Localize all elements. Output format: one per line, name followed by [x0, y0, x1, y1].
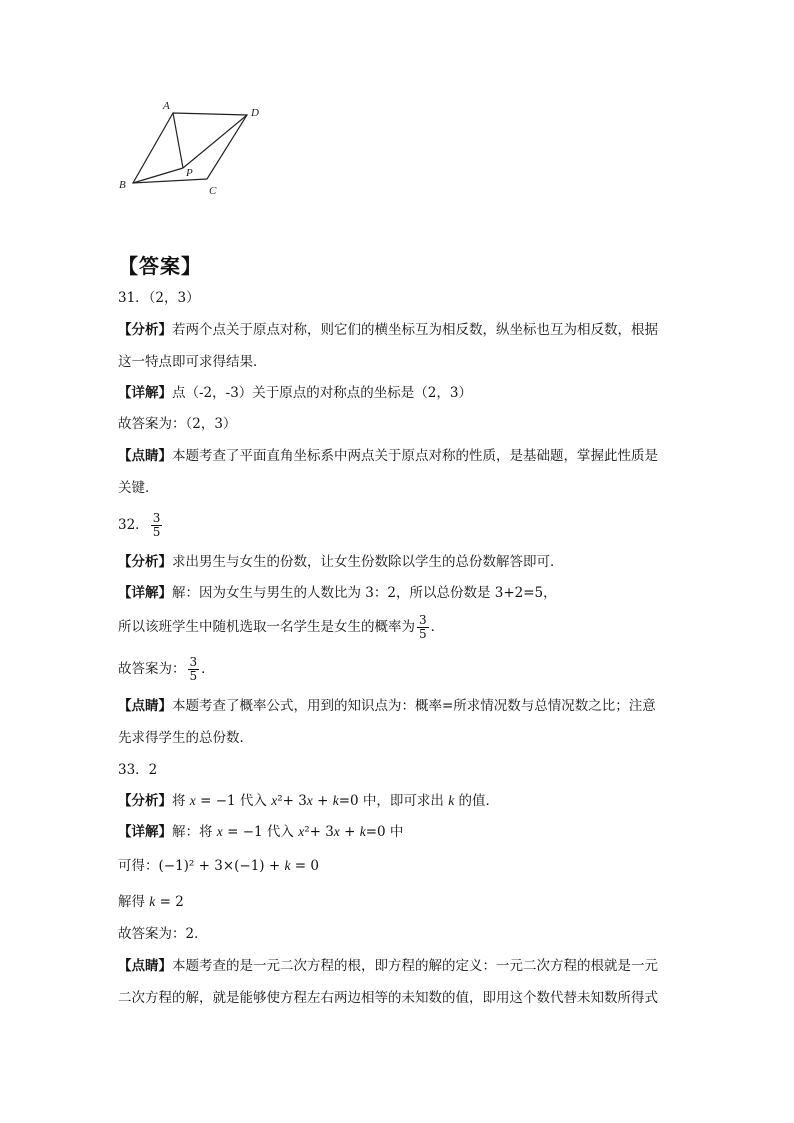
comment-tag: 【点睛】	[118, 448, 172, 464]
q31-detail	[118, 383, 472, 403]
q32-detail	[118, 583, 557, 603]
period: ．	[201, 661, 215, 677]
q32-analysis	[118, 552, 564, 572]
var-k: k	[359, 824, 366, 839]
var-x: x	[216, 824, 223, 839]
answer-heading: 【答案】	[118, 254, 202, 278]
q33-comment-text: 本题考查的是一元二次方程的根，即方程的解的定义：一元二次方程的根就是一元	[172, 958, 658, 974]
q32-detail-text-2: 所以该班学生中随机选取一名学生是女生的概率为	[118, 619, 415, 635]
var-x: x	[298, 824, 305, 839]
q32-final-prefix: 故答案为：	[118, 661, 186, 677]
var-k: k	[448, 793, 455, 808]
math-text: 的值．	[454, 793, 499, 809]
var-k: k	[149, 894, 156, 909]
q32-analysis-text: 求出男生与女生的份数，让女生份数除以学生的总份数解答即可．	[172, 554, 564, 570]
math-text: +	[312, 793, 333, 809]
math-text: ²+ 3	[304, 824, 334, 840]
label-p: P	[186, 167, 193, 179]
var-x: x	[271, 793, 278, 808]
var-k: k	[332, 793, 339, 808]
equation: = 2	[155, 894, 184, 910]
label-d: D	[251, 107, 259, 119]
fraction-denominator: 5	[152, 525, 161, 539]
q33-step-2	[118, 892, 184, 912]
q31-analysis	[118, 320, 658, 340]
detail-tag: 【详解】	[118, 585, 172, 601]
fraction-denominator: 5	[419, 627, 427, 641]
label-b: B	[119, 179, 126, 191]
q31-final: 故答案为：（2，3）	[118, 416, 237, 432]
q32-number: 32．	[118, 517, 149, 533]
q33-comment-cont: 二次方程的解，就是能够使方程左右两边相等的未知数的值，即用这个数代替未知数所得式	[118, 990, 658, 1006]
fraction-numerator: 3	[419, 613, 427, 627]
math-text: = −1 代入	[222, 824, 299, 840]
var-x: x	[333, 824, 340, 839]
var-k: k	[284, 858, 291, 873]
math-text: 解：将	[172, 824, 217, 840]
comment-tag: 【点睛】	[118, 698, 172, 714]
period: ．	[430, 619, 445, 635]
q32-detail-cont	[118, 614, 444, 641]
detail-tag: 【详解】	[118, 385, 172, 401]
q32-comment	[118, 696, 656, 716]
q31-comment-cont: 关键．	[118, 480, 159, 496]
rhombus-figure	[115, 95, 275, 205]
fraction	[417, 614, 429, 641]
q33-comment	[118, 956, 658, 976]
comment-tag: 【点睛】	[118, 958, 172, 974]
math-text: 可得：	[118, 858, 159, 874]
math-text: +	[339, 824, 360, 840]
q31-detail-text: 点（-2，-3）关于原点的对称点的坐标是（2，3）	[172, 385, 472, 401]
q32-final	[118, 656, 215, 683]
q32-answer	[118, 512, 164, 539]
fraction	[188, 656, 200, 683]
q33-detail	[118, 822, 403, 842]
q33-final: 故答案为：2．	[118, 926, 208, 942]
math-text: =0 中，即可求出	[338, 793, 449, 809]
q31-comment-text: 本题考查了平面直角坐标系中两点关于原点对称的性质，是基础题，掌握此性质是	[172, 448, 658, 464]
q32-detail-text: 解：因为女生与男生的人数比为 3：2，所以总份数是 3+2=5，	[172, 585, 557, 601]
q33-analysis	[118, 791, 499, 811]
q33-answer: 33．2	[118, 762, 158, 778]
math-text: ²+ 3	[277, 793, 307, 809]
var-x: x	[306, 793, 313, 808]
q32-comment-cont: 先求得学生的总份数．	[118, 730, 253, 746]
q33-step-1	[118, 856, 319, 876]
equation: = 0	[290, 858, 319, 874]
q32-comment-text: 本题考查了概率公式，用到的知识点为：概率=所求情况数与总情况数之比；注意	[172, 698, 656, 714]
label-c: C	[209, 185, 217, 197]
q31-comment	[118, 446, 658, 466]
detail-tag: 【详解】	[118, 824, 172, 840]
analysis-tag: 【分析】	[118, 322, 172, 338]
fraction-numerator: 3	[189, 655, 198, 669]
q31-analysis-cont: 这一特点即可求得结果．	[118, 354, 267, 370]
math-text: 解得	[118, 894, 150, 910]
fraction-denominator: 5	[189, 669, 198, 683]
label-a: A	[163, 100, 170, 112]
analysis-tag: 【分析】	[118, 554, 172, 570]
segment-dp	[183, 115, 247, 168]
equation: (−1)² + 3×(−1) +	[158, 858, 285, 874]
analysis-tag: 【分析】	[118, 793, 172, 809]
fraction	[151, 512, 163, 539]
fraction-numerator: 3	[152, 511, 161, 525]
q31-analysis-text: 若两个点关于原点对称，则它们的横坐标互为相反数，纵坐标也互为相反数，根据	[172, 322, 658, 338]
var-x: x	[189, 793, 196, 808]
segment-ap	[173, 113, 183, 168]
math-text: =0 中	[365, 824, 404, 840]
math-text: 将	[172, 793, 190, 809]
q31-answer: 31．（2，3）	[118, 290, 200, 306]
math-text: = −1 代入	[195, 793, 272, 809]
